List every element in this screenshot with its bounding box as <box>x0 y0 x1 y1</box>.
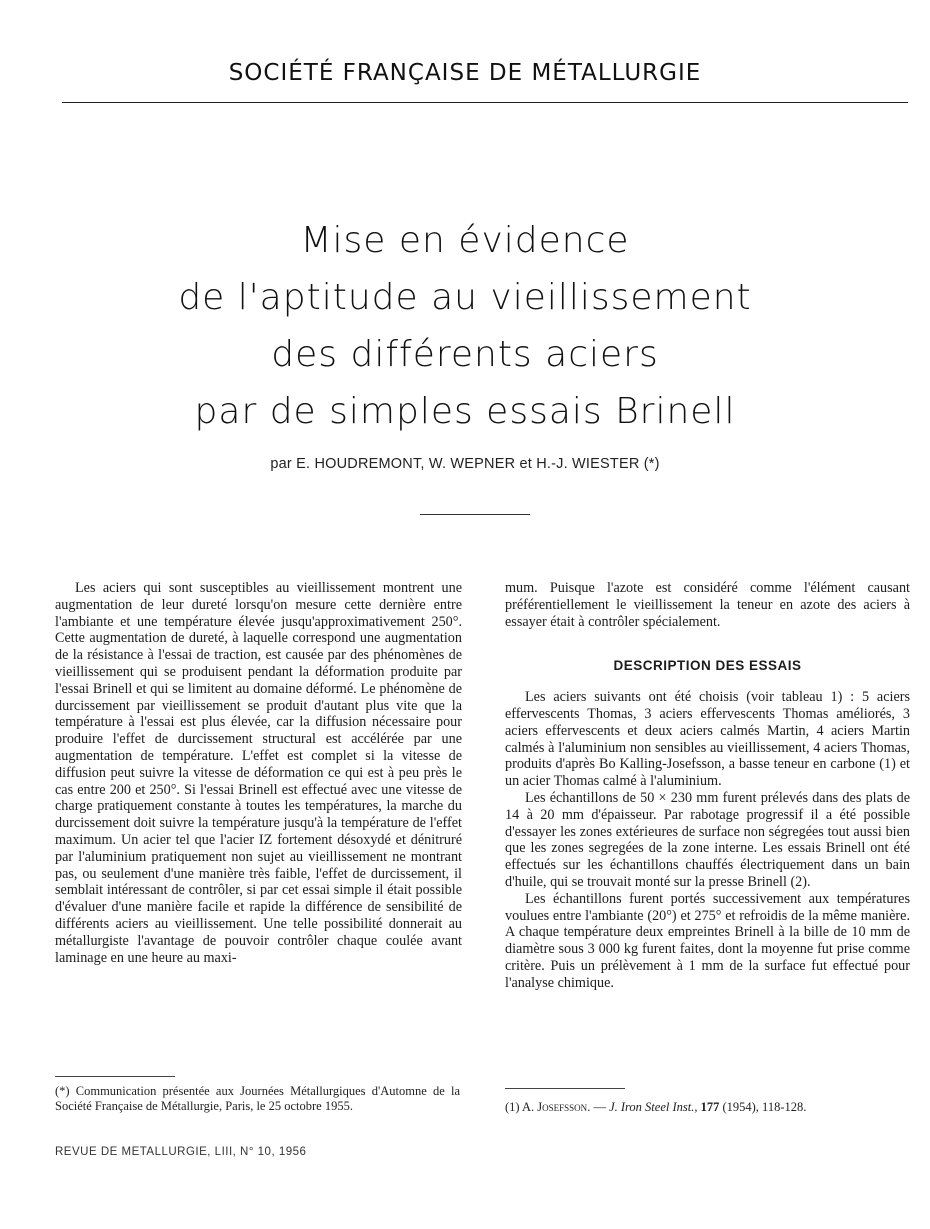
title-line-3: des différents aciers <box>271 334 659 375</box>
body-paragraph: Les échantillons de 50 × 230 mm furent prélevés dans des plats de 14 à 20 mm d'épaisseur. Par rabotage progressif il a été possible d'essayer les zones extérieures de surface non ségregées tout aussi bien que les zones segregées de la zone interne. Les essais Brinell ont été effectués sur les échantillons chauffés électriquement dans un bain d'huile, qui se trouvait monté sur la presse Brinell (2). <box>505 789 910 890</box>
ref-author: Josefsson <box>537 1100 588 1114</box>
ref-journal: J. Iron Steel Inst., <box>609 1100 698 1114</box>
header-rule <box>62 102 908 103</box>
body-paragraph: Les aciers suivants ont été choisis (voir tableau 1) : 5 aciers effervescents Thomas, 3 aciers effervescents Thomas améliorés, 3 aciers effervescents et deux aciers calmés Martin, 4 aciers Martin calmés à l'aluminium non sensibles au vieillissement, 4 aciers Thomas, produits d'après Bo Kalling-Josefsson, a basse teneur en carbone (1) et un acier Thomas calmé à l'aluminium. <box>505 689 910 790</box>
body-paragraph: Les aciers qui sont susceptibles au vieillissement montrent une augmentation de leur dureté lorsqu'on mesure cette dernière entre l'ambiante et une température élevée jusqu'approximativement 250°. Cette augmentation de dureté, à laquelle correspond une augmentation de la résistance à l'essai de traction, est causée par des phénomènes de vieillissement qui se produisent pendant la déformation produite par l'essai Brinell et qui se limitent au domaine déformé. Le phénomène de durcissement par vieillissement se produit d'autant plus vite que la température à l'essai est plus élevée, car la diffusion nécessaire pour produire l'effet de durcissement structural est accélérée par une augmentation de température. L'effet est complet si la vitesse de diffusion peut suivre la vitesse de déformation ce qui est à peu près le cas entre 200 et 250°. Si l'essai Brinell est effectué avec une vitesse de charge pratiquement constante à toutes les températures, la marche du durcissement doit suivre la température jusqu'à la température de l'effet maximum. Un acier tel que l'acier IZ fortement désoxydé et dénitruré par l'aluminium pratiquement non sujet au vieillissement ne montrant pas, ou seulement d'une manière très faible, l'effet de durcissement, il semblait intéressant de contrôler, si par cet essai simple il était possible d'évaluer d'une manière facile et rapide la différence de sensibilité de différents aciers au vieillissement. Une telle possibilité donnerait au métallurgiste l'avantage de pouvoir contrôler chaque coulée avant laminage en une heure au maxi- <box>55 580 462 966</box>
footnote-left: (*) Communication présentée aux Journées Métallurgiques d'Automne de la Société Française de Métallurgie, Paris, le 25 octobre 1955. <box>55 1084 460 1113</box>
footnote-reference <box>505 1100 910 1115</box>
right-column <box>505 580 910 992</box>
left-column <box>55 580 462 966</box>
ref-rest: (1954), 118-128. <box>719 1100 807 1114</box>
footnote-rule <box>55 1076 175 1077</box>
ref-prefix: (1) A. <box>505 1100 538 1114</box>
title-separator <box>420 514 530 515</box>
body-paragraph-continuation: mum. Puisque l'azote est considéré comme l'élément causant préférentiellement le vieillissement la teneur en azote des aciers à essayer était à contrôler spécialement. <box>505 580 910 630</box>
body-paragraph: Les échantillons furent portés successivement aux températures voulues entre l'ambiante (20°) et 275° et refroidis de la même manière. A chaque température deux empreintes Brinell à la bille de 10 mm de diamètre sous 3 000 kg furent faites, dont la moyenne fut prise comme critère. Puis un prélèvement à 1 mm de la surface fut effectué pour l'analyse chimique. <box>505 890 910 991</box>
article-title <box>0 212 930 440</box>
page-footer: REVUE DE METALLURGIE, LIII, N° 10, 1956 <box>55 1146 307 1158</box>
footnote-rule <box>505 1088 625 1089</box>
title-line-2: de l'aptitude au vieillissement <box>178 277 752 318</box>
author-line: par E. HOUDREMONT, W. WEPNER et H.-J. WIESTER (*) <box>270 456 660 472</box>
journal-header: SOCIÉTÉ FRANÇAISE DE MÉTALLURGIE <box>228 60 702 86</box>
section-heading: DESCRIPTION DES ESSAIS <box>613 658 802 674</box>
title-line-4: par de simples essais Brinell <box>194 391 736 432</box>
ref-volume: 177 <box>697 1100 720 1114</box>
ref-sep: . — <box>587 1100 610 1114</box>
title-line-1: Mise en évidence <box>300 220 630 261</box>
